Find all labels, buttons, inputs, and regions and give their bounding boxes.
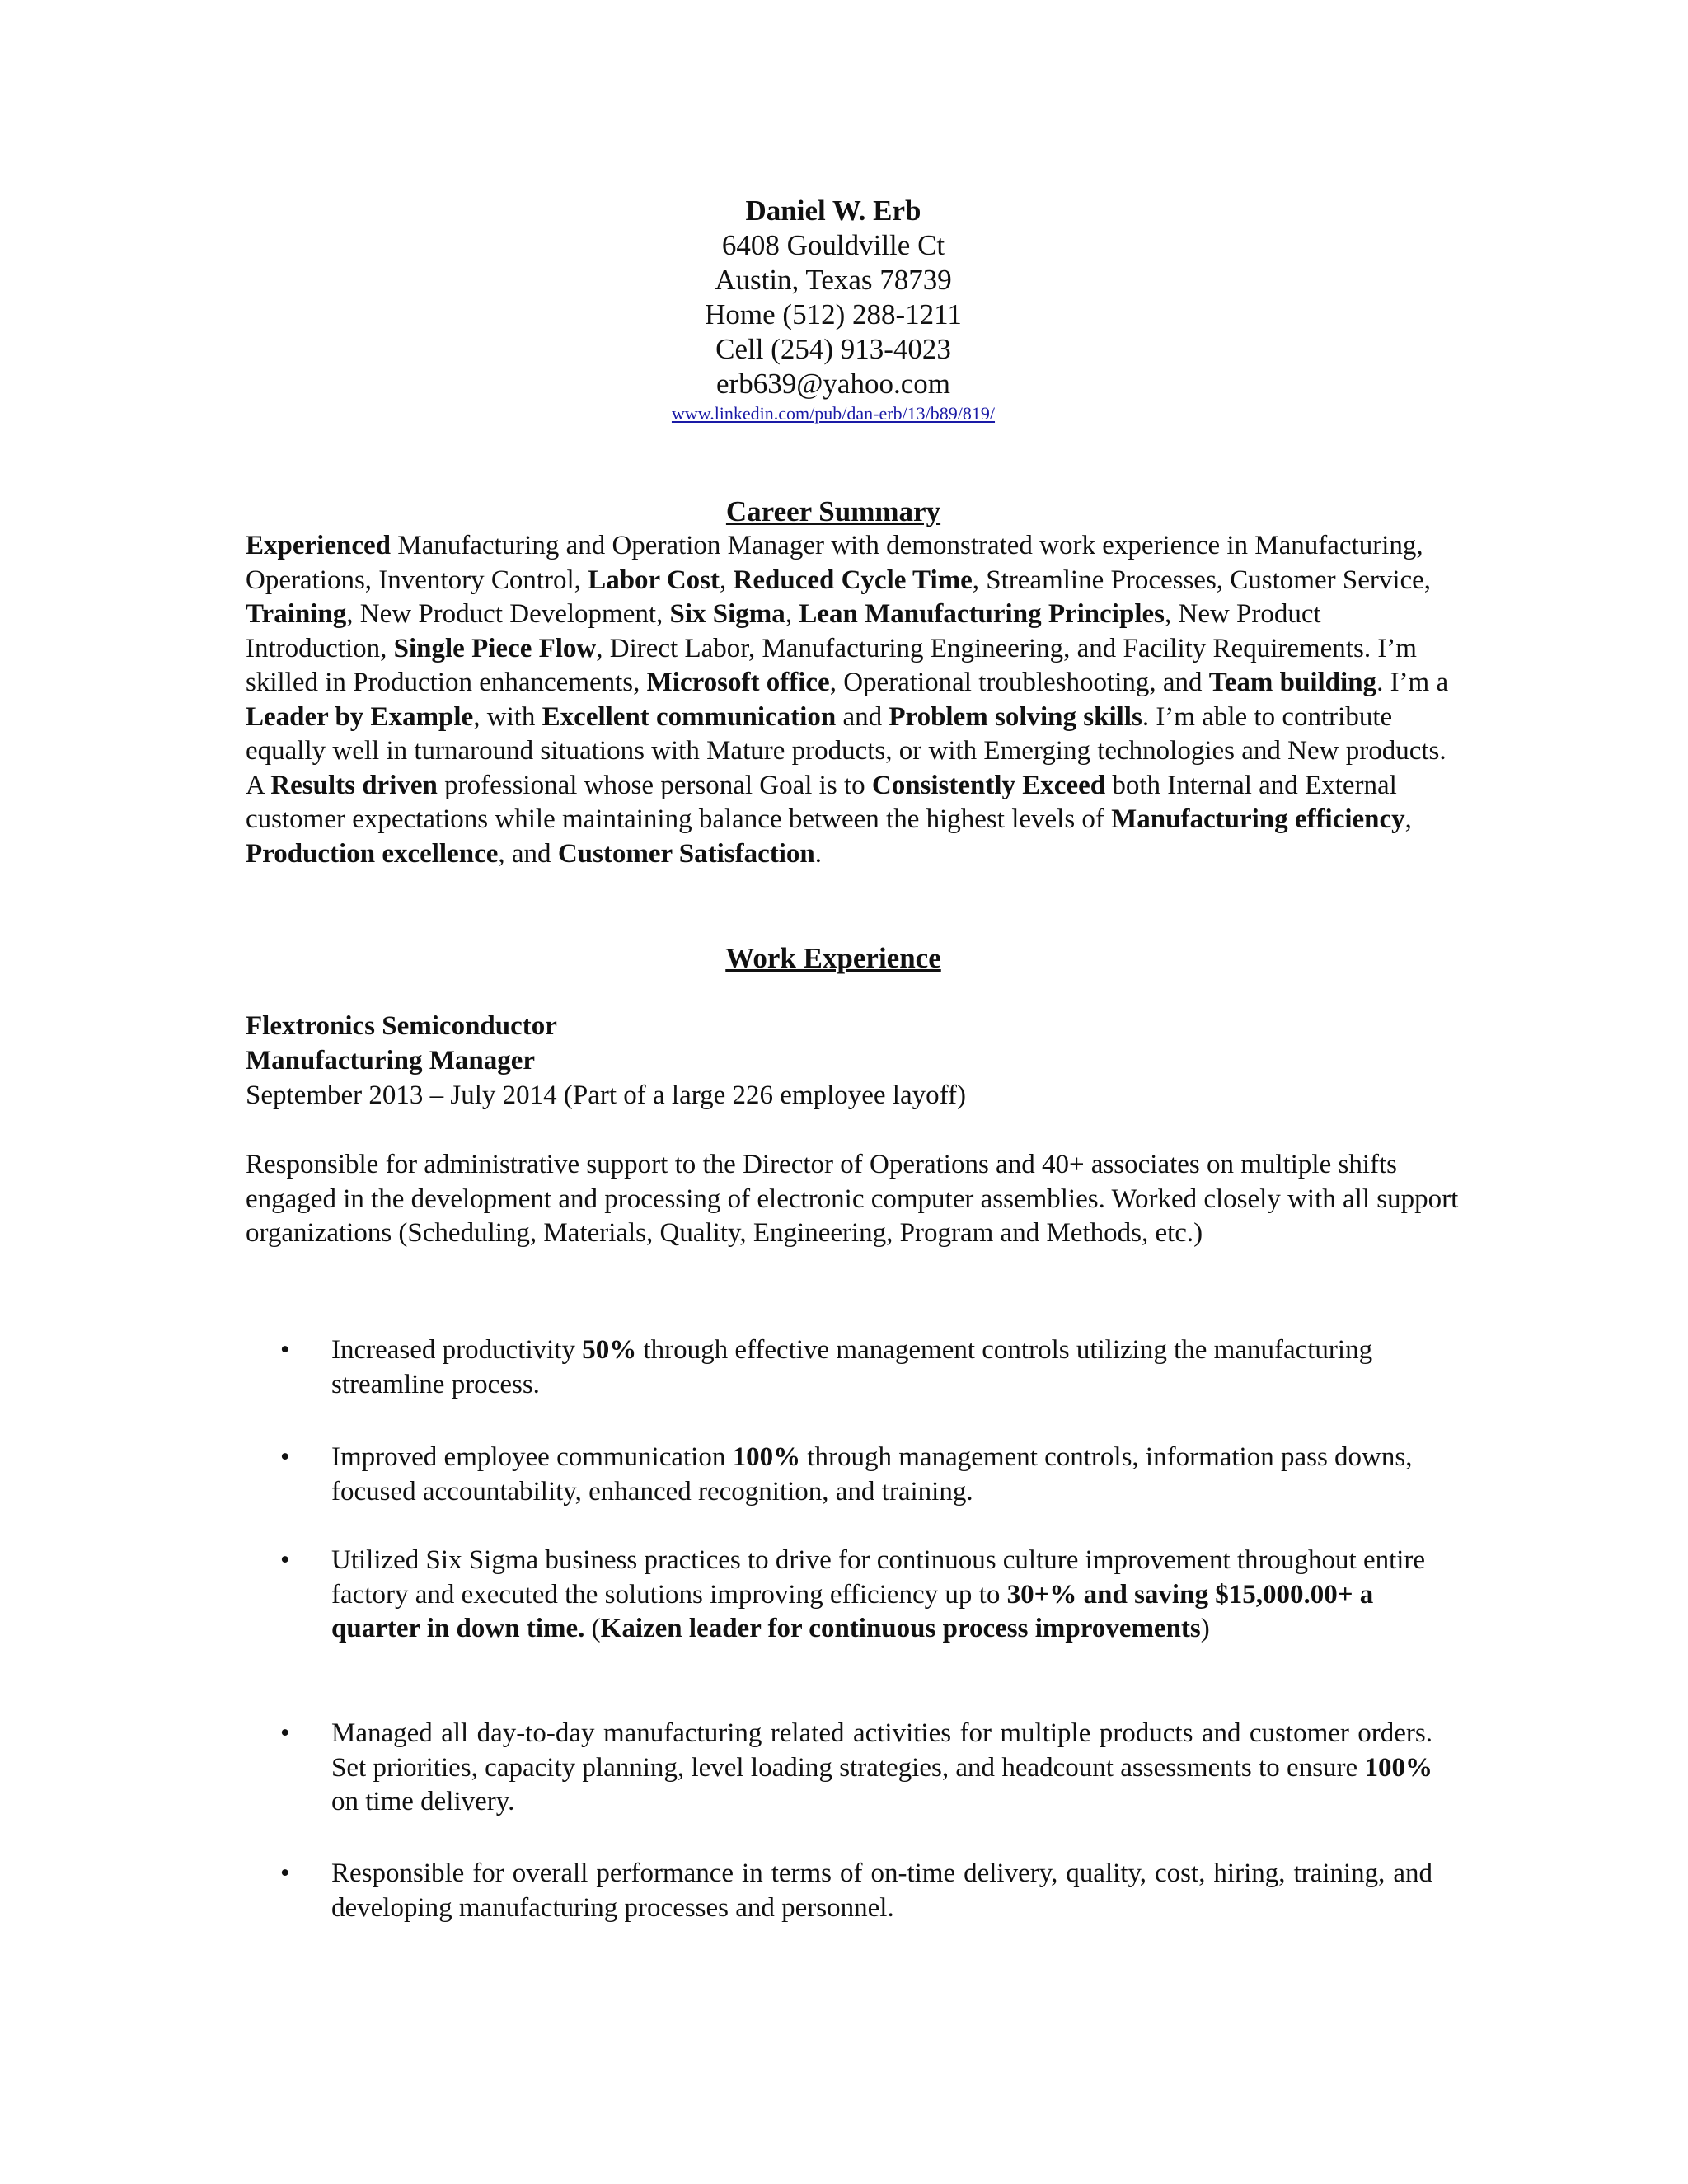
body-text: and (836, 701, 889, 732)
emphasis-text: Training (246, 599, 347, 629)
body-text: , (720, 565, 734, 595)
emphasis-text: Leader by Example (246, 701, 474, 732)
cell-phone: Cell (254) 913-4023 (715, 333, 951, 365)
achievement-text (331, 1333, 1432, 1402)
bullet-icon: • (280, 1442, 290, 1472)
body-text: Improved employee communication (331, 1442, 733, 1472)
career-summary-paragraph (246, 529, 1465, 871)
emphasis-text: Manufacturing efficiency (1111, 804, 1405, 834)
emphasis-text: Labor Cost (588, 565, 720, 595)
body-text: , and (498, 838, 558, 869)
emphasis-text: Single Piece Flow (393, 633, 597, 663)
body-text: . I’m a (1376, 668, 1449, 697)
body-text: through effective management controls utilizing the manufacturing streamline process. (331, 1335, 1373, 1399)
body-text: . I’m able to contribute equally well in turnaround situations with Mature products, or with Emerging technologies and New products. A (246, 701, 1447, 800)
emphasis-text: Results driven (270, 770, 438, 800)
street-address: 6408 Gouldville Ct (721, 229, 945, 261)
body-text: ) (1200, 1614, 1210, 1643)
emphasis-text: Lean Manufacturing Principles (799, 599, 1165, 629)
body-text: both Internal and External customer expectations while maintaining balance between the highest levels of (246, 770, 1397, 834)
job-title: Manufacturing Manager (246, 1046, 536, 1076)
email-address: erb639@yahoo.com (716, 368, 950, 400)
body-text: . (814, 838, 823, 869)
work-experience-heading: Work Experience (725, 942, 941, 974)
body-text: through management controls, information pass downs, focused accountability, enhanced recognition, and training. (331, 1442, 1413, 1507)
candidate-name: Daniel W. Erb (745, 194, 921, 227)
body-text: ( (584, 1614, 601, 1643)
body-text: Increased productivity (331, 1335, 583, 1365)
emphasis-text: Customer Satisfaction (557, 838, 815, 869)
bullet-icon: • (280, 1335, 290, 1365)
emphasis-text: Production excellence (246, 838, 499, 869)
linkedin-link[interactable]: www.linkedin.com/pub/dan-erb/13/b89/819/ (671, 403, 996, 424)
bullet-icon: • (280, 1858, 290, 1888)
emphasis-text: 50% (582, 1335, 637, 1365)
emphasis-text: 30+% and saving $15,000.00+ a quarter in down time. (331, 1579, 1374, 1643)
body-text: professional whose personal Goal is to (437, 770, 872, 800)
achievement-text (331, 1441, 1432, 1509)
body-text: , (1404, 804, 1412, 834)
emphasis-text: Six Sigma (669, 599, 785, 629)
job-description: Responsible for administrative support to the Director of Operations and 40+ associates on multiple shifts engaged in the development and processing of electronic computer assemblies. Worked closely with all support organizations (Scheduling, Materials, Quality, Engineering, Program and Methods, etc.) (246, 1150, 1459, 1248)
body-text: , New Product Introduction, (246, 599, 1321, 663)
body-text: Responsible for overall performance in terms of on-time delivery, quality, cost, hiring, training, and developing manufacturing processes and personnel. (331, 1858, 1432, 1923)
body-text: , Streamline Processes, Customer Service, (972, 565, 1432, 595)
body-text: , with (473, 701, 542, 732)
contact-header (0, 194, 1667, 426)
city-state-zip: Austin, Texas 78739 (715, 264, 952, 296)
emphasis-text: Problem solving skills (889, 701, 1142, 732)
employment-dates: September 2013 – July 2014 (Part of a large 226 employee layoff) (246, 1080, 966, 1110)
achievement-text (331, 1857, 1432, 1925)
bullet-icon: • (280, 1545, 290, 1575)
body-text: , Direct Labor, Manufacturing Engineering, and Facility Requirements. I’m skilled in Production enhancements, (246, 633, 1417, 697)
emphasis-text: 100% (1364, 1752, 1432, 1783)
body-text: , Operational troubleshooting, and (829, 668, 1209, 697)
body-text: Managed all day-to-day manufacturing related activities for multiple products and customer orders. Set priorities, capacity planning, level loading strategies, and headcount assessments to ensure (331, 1718, 1432, 1783)
emphasis-text: Team building (1208, 668, 1377, 697)
company-name: Flextronics Semiconductor (246, 1011, 557, 1041)
emphasis-text: Reduced Cycle Time (733, 565, 973, 595)
emphasis-text: Excellent communication (542, 701, 837, 732)
career-summary-heading: Career Summary (725, 495, 941, 527)
emphasis-text: Kaizen leader for continuous process improvements (600, 1614, 1201, 1643)
emphasis-text: 100% (732, 1442, 801, 1472)
bullet-icon: • (280, 1718, 290, 1748)
emphasis-text: Experienced (246, 531, 391, 560)
home-phone: Home (512) 288-1211 (705, 298, 962, 330)
body-text: , (785, 599, 799, 629)
achievement-text (331, 1717, 1432, 1820)
body-text: Utilized Six Sigma business practices to drive for continuous culture improvement throughout entire factory and executed the solutions improving efficiency up to (331, 1545, 1426, 1610)
body-text: on time delivery. (331, 1787, 515, 1816)
body-text: Manufacturing and Operation Manager with demonstrated work experience in Manufacturing, Operations, Inventory Control, (246, 531, 1423, 595)
emphasis-text: Consistently Exceed (871, 770, 1106, 800)
body-text: , New Product Development, (346, 599, 670, 629)
achievement-text (331, 1544, 1432, 1647)
emphasis-text: Microsoft office (646, 668, 830, 697)
